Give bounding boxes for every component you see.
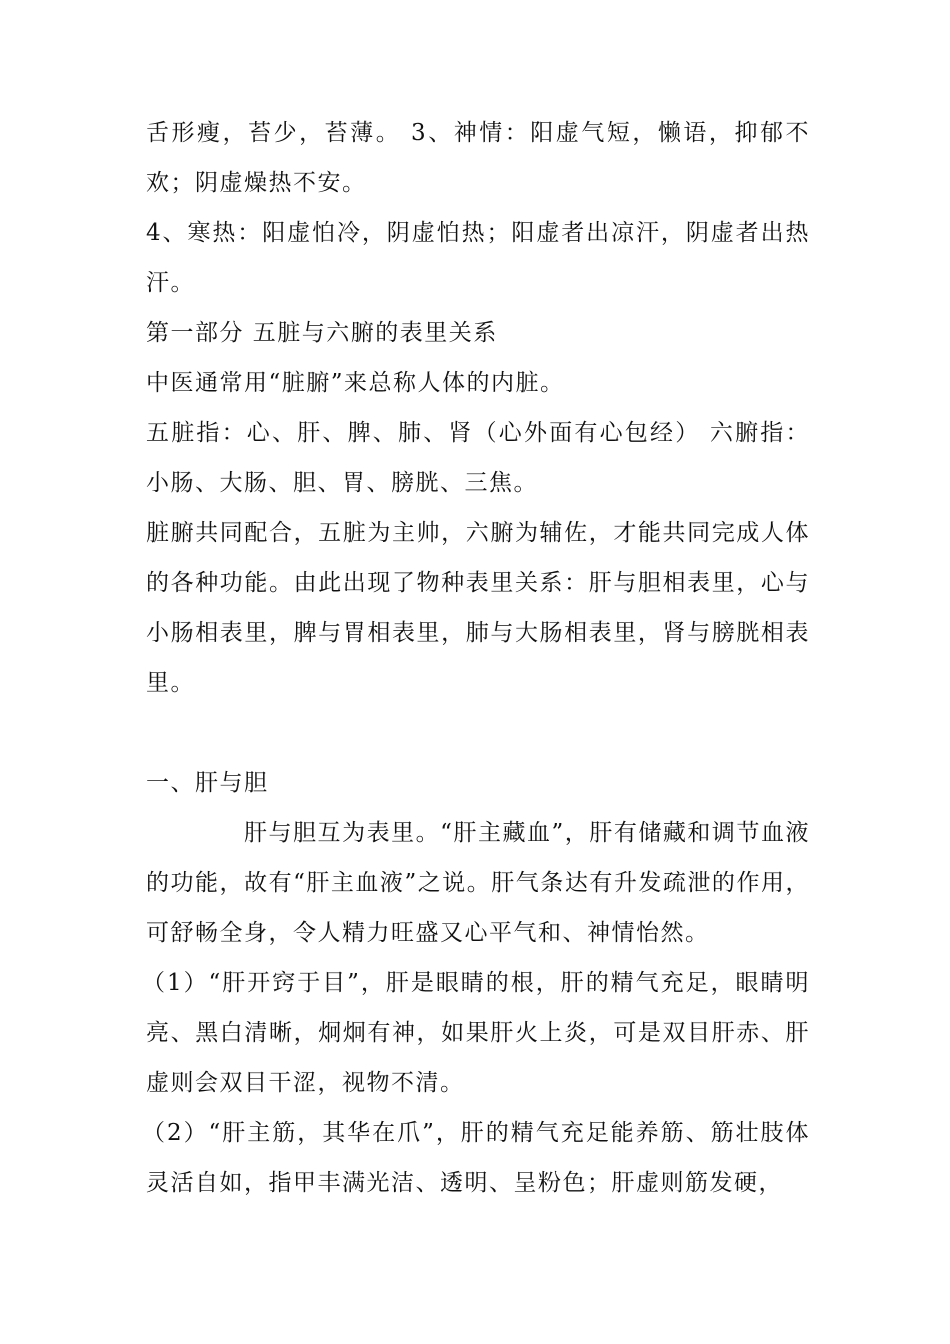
- paragraph-zangfu-definition: 中医通常用“脏腑”来总称人体的内脏。: [146, 370, 565, 396]
- paragraph-tongue-and-spirit: 舌形瘦，苔少，苔薄。 3、神情：阳虚气短，懒语，抑郁不欢；阴虚燥热不安。: [146, 120, 810, 196]
- paragraph-liver-governs-tendons: （2）“肝主筋，其华在爪”，肝的精气充足能养筋、筋壮肢体灵活自如，指甲丰满光洁、透明、呈粉色；肝虚则筋发硬，: [142, 1120, 810, 1196]
- blank-line: [146, 708, 810, 758]
- document-page: [142, 108, 810, 1208]
- paragraph-cold-heat: 4、寒热：阳虚怕冷，阴虚怕热；阳虚者出凉汗，阴虚者出热汗。: [146, 220, 810, 296]
- subheading-liver-gallbladder: 一、肝与胆: [146, 770, 269, 796]
- paragraph-five-zang-six-fu: 五脏指：心、肝、脾、肺、肾（心外面有心包经） 六腑指：小肠、大肠、胆、胃、膀胱、三焦。: [146, 420, 810, 496]
- paragraph-liver-opens-to-eyes: （1）“肝开窍于目”，肝是眼睛的根，肝的精气充足，眼睛明亮、黑白清晰，炯炯有神，如果肝火上炎，可是双目肝赤、肝虚则会双目干涩，视物不清。: [142, 970, 810, 1096]
- paragraph-liver-stores-blood: 肝与胆互为表里。“肝主藏血”，肝有储藏和调节血液的功能，故有“肝主血液”之说。肝气条达有升发疏泄的作用，可舒畅全身，令人精力旺盛又心平气和、神情怡然。: [146, 820, 810, 946]
- section-heading-part-one: 第一部分 五脏与六腑的表里关系: [146, 320, 498, 346]
- paragraph-interior-exterior-relations: 脏腑共同配合，五脏为主帅，六腑为辅佐，才能共同完成人体的各种功能。由此出现了物种表里关系：肝与胆相表里，心与小肠相表里，脾与胃相表里，肺与大肠相表里，肾与膀胱相表里。: [146, 520, 810, 696]
